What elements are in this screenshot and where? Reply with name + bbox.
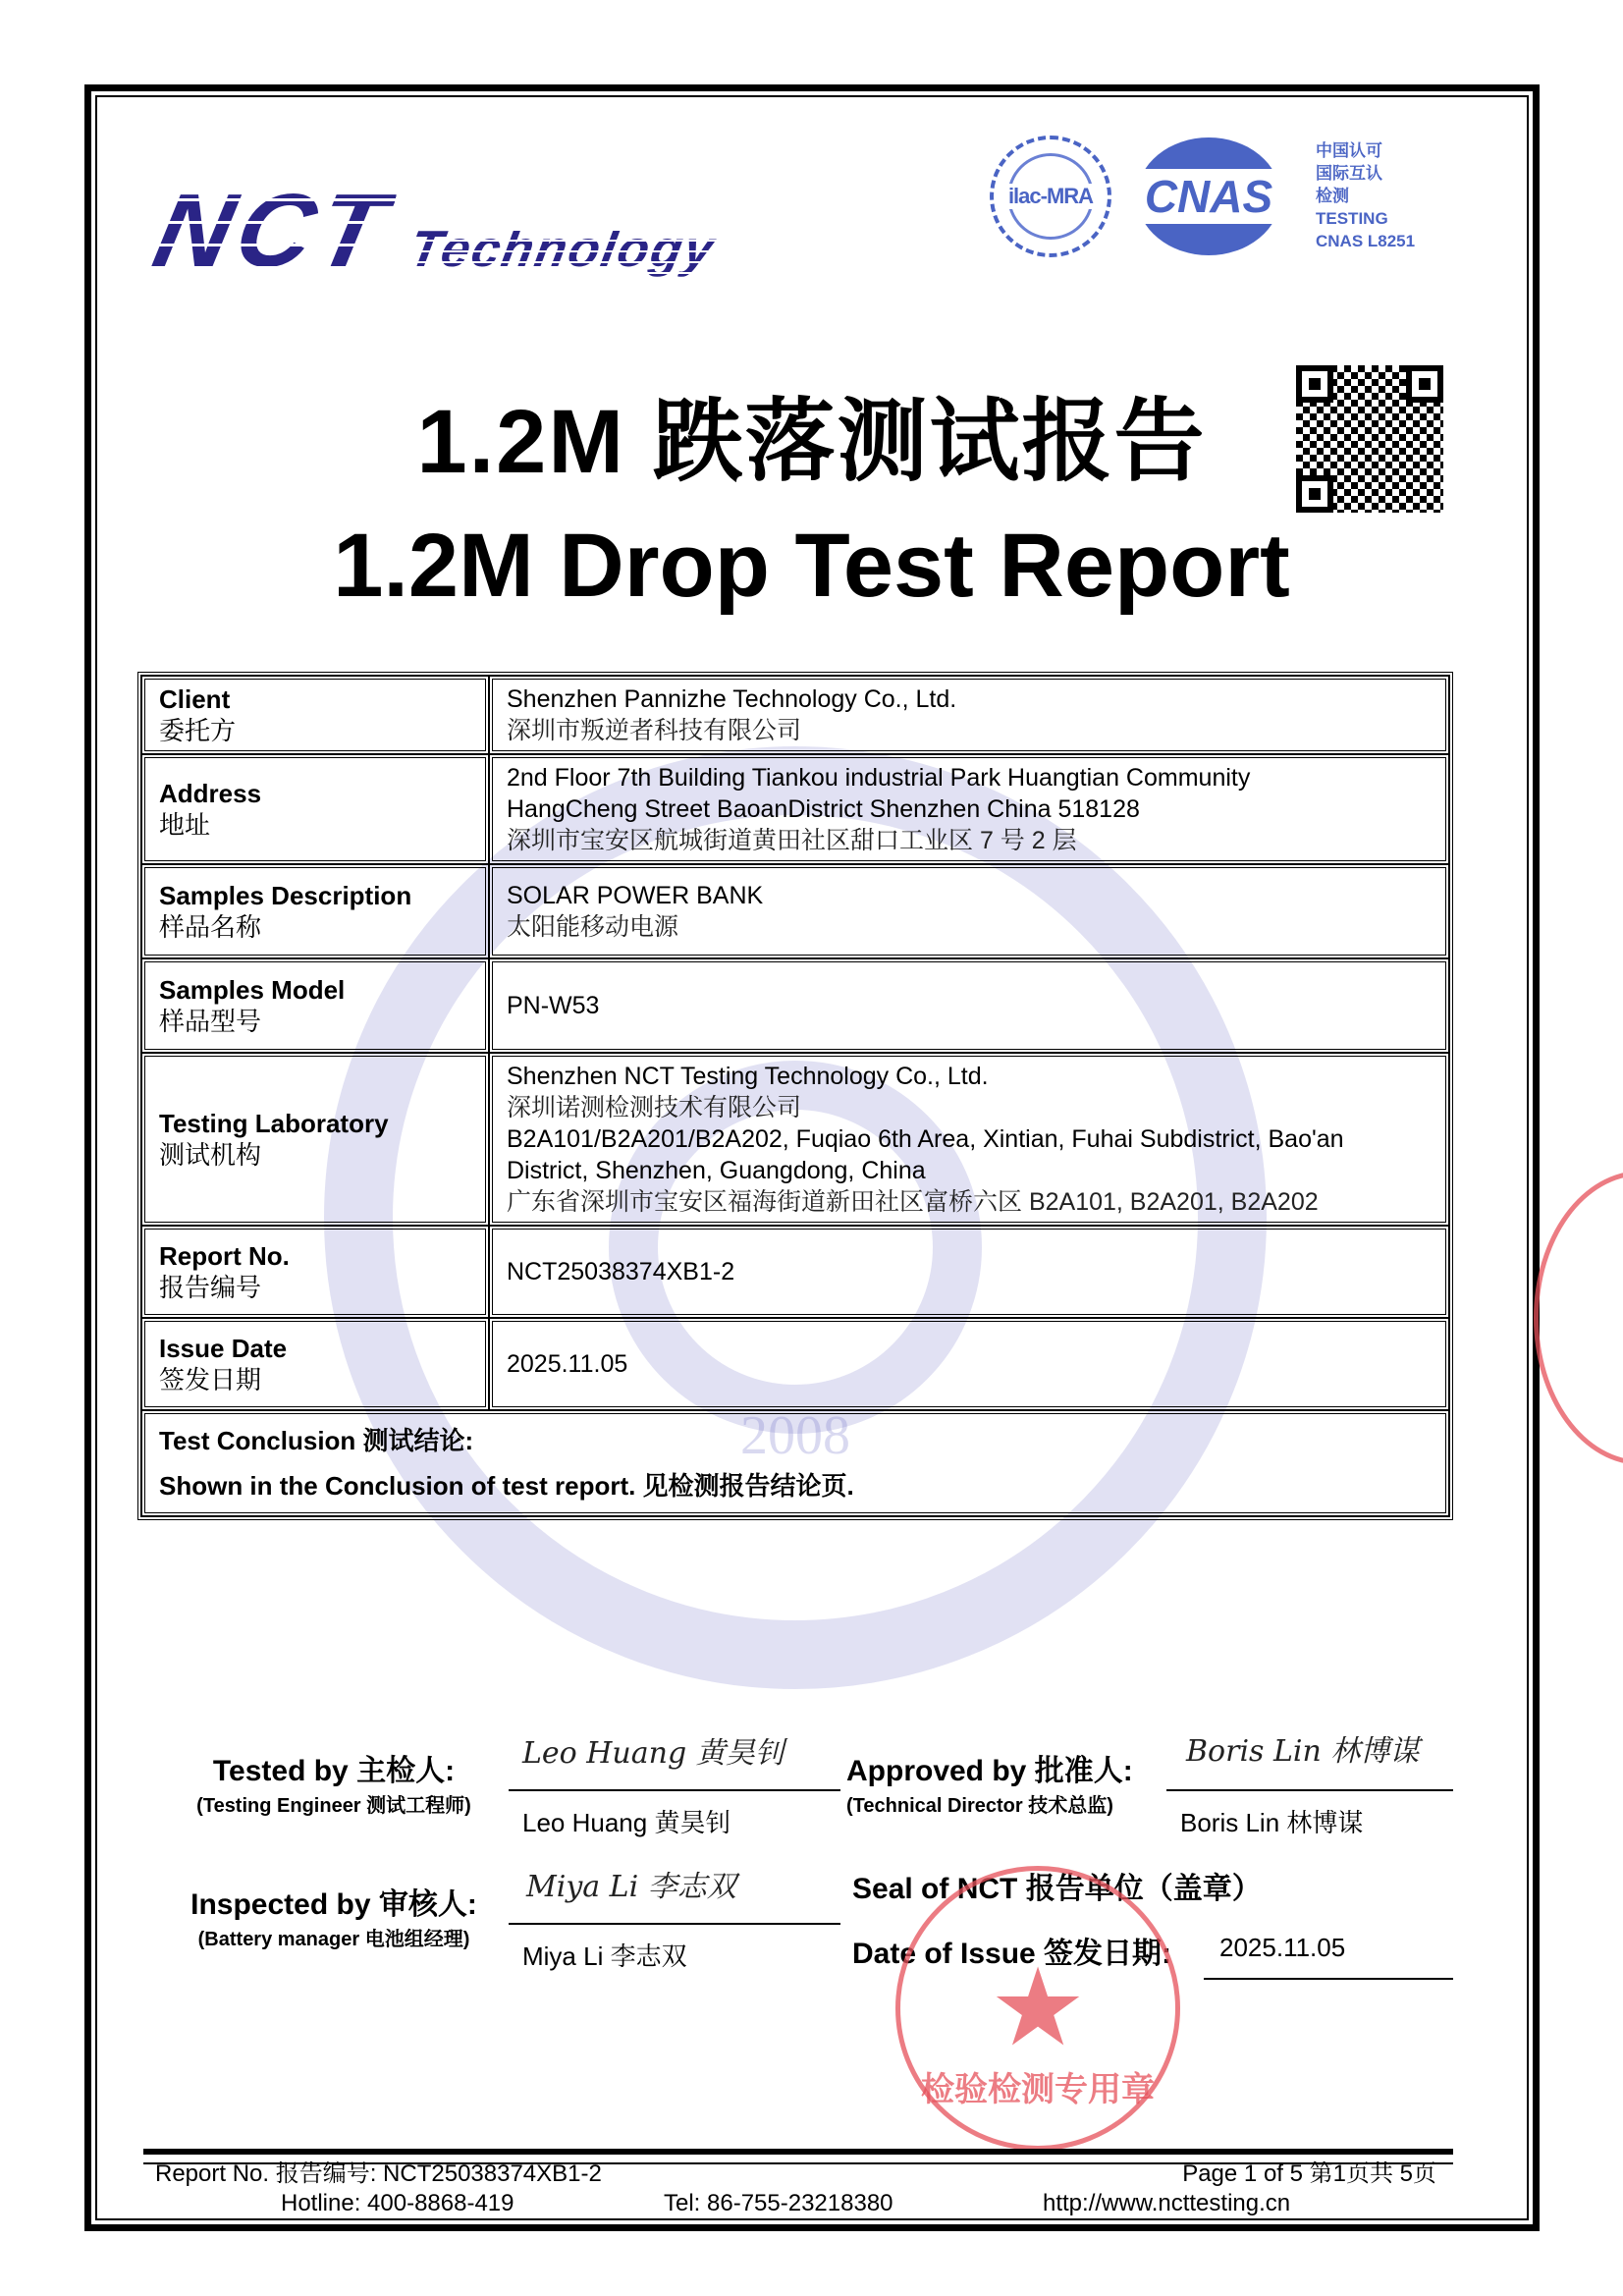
conclusion-cell — [141, 1410, 1449, 1516]
value-line: NCT25038374XB1-2 — [507, 1258, 735, 1285]
label-cn: 签发日期 — [159, 1365, 262, 1394]
tested-by-name: Leo Huang 黄昊钊 — [522, 1808, 731, 1837]
cnas-accreditation-text — [1316, 139, 1415, 252]
inspected-by-label-block — [172, 1880, 496, 1951]
inspected-by-label: Inspected by 审核人: — [190, 1888, 477, 1921]
row-label — [141, 1226, 489, 1318]
value-line: 2025.11.05 — [507, 1350, 628, 1378]
approved-by-name: Boris Lin 林博谋 — [1180, 1808, 1364, 1837]
value-line: B2A101/B2A201/B2A202, Fuqiao 6th Area, Xintian, Fuhai Subdistrict, Bao'an — [507, 1125, 1344, 1153]
company-seal-stamp — [895, 1866, 1180, 2151]
signature-line — [509, 1923, 840, 1925]
label-cn: 地址 — [159, 810, 211, 840]
row-label — [141, 754, 489, 864]
table-row-report-no — [141, 1226, 1449, 1318]
footer-hotline: Hotline: 400-8868-419 — [281, 2190, 514, 2216]
table-row-client — [141, 676, 1449, 754]
value-line: Shenzhen Pannizhe Technology Co., Ltd. — [507, 685, 957, 713]
date-of-issue-label: Date of Issue 签发日期: — [852, 1938, 1172, 1970]
table-row-samples-description — [141, 864, 1449, 958]
value-line: Shenzhen NCT Testing Technology Co., Ltd. — [507, 1063, 989, 1090]
approved-by-role: (Technical Director 技术总监) — [846, 1795, 1113, 1817]
tested-by-role: (Testing Engineer 测试工程师) — [196, 1795, 471, 1817]
row-value — [489, 864, 1449, 958]
report-info-table — [137, 672, 1453, 1520]
value-line: 太阳能移动电源 — [507, 913, 679, 941]
row-value — [489, 1318, 1449, 1410]
approved-by-signature: Boris Lin 林博谋 — [1186, 1734, 1420, 1769]
row-label — [141, 958, 489, 1053]
inspected-by-name: Miya Li 李志双 — [522, 1941, 687, 1971]
row-label — [141, 676, 489, 754]
label-cn: 委托方 — [159, 716, 237, 745]
row-value — [489, 676, 1449, 754]
seal-star-icon: ★ — [989, 1947, 1087, 2068]
label-en: Samples Model — [159, 975, 346, 1005]
approved-by-label: Approved by 批准人: — [846, 1755, 1133, 1787]
tested-by-signature: Leo Huang 黄昊钊 — [522, 1736, 784, 1771]
label-en: Issue Date — [159, 1334, 288, 1363]
cnas-logo-icon — [1137, 137, 1280, 255]
ilac-mra-logo-icon — [990, 136, 1111, 257]
cnas-text-line: 国际互认 — [1316, 164, 1382, 183]
signature-line — [1204, 1978, 1453, 1980]
row-value — [489, 754, 1449, 864]
footer-report-no: Report No. 报告编号: NCT25038374XB1-2 — [155, 2160, 602, 2187]
signature-line — [1166, 1789, 1453, 1791]
inspected-by-signature: Miya Li 李志双 — [526, 1870, 736, 1904]
cnas-text-line: TESTING — [1316, 209, 1388, 228]
footer-page-number: Page 1 of 5 第1页共 5页 — [1182, 2160, 1436, 2187]
table-row-address — [141, 754, 1449, 864]
value-line: 深圳市宝安区航城街道黄田社区甜口工业区 7 号 2 层 — [507, 827, 1077, 854]
footer-website-link[interactable]: http://www.ncttesting.cn — [1043, 2190, 1291, 2216]
conclusion-title: Test Conclusion 测试结论: — [159, 1426, 474, 1455]
cnas-label: CNAS — [1137, 169, 1280, 224]
watermark-year: 2008 — [740, 1405, 850, 1466]
row-label — [141, 864, 489, 958]
cnas-text-line: CNAS L8251 — [1316, 232, 1416, 250]
report-title-cn: 1.2M 跌落测试报告 — [416, 392, 1207, 492]
value-line: 深圳诺测检测技术有限公司 — [507, 1094, 802, 1121]
label-en: Report No. — [159, 1241, 290, 1271]
value-line: 深圳市叛逆者科技有限公司 — [507, 717, 802, 744]
value-line: 广东省深圳市宝安区福海街道新田社区富桥六区 B2A101, B2A201, B2A202 — [507, 1188, 1319, 1216]
table-row-testing-laboratory — [141, 1053, 1449, 1226]
label-en: Client — [159, 684, 231, 714]
row-value — [489, 958, 1449, 1053]
label-en: Samples Description — [159, 881, 412, 910]
label-en: Testing Laboratory — [159, 1109, 389, 1138]
conclusion-text: Shown in the Conclusion of test report. 见检测报告结论页. — [159, 1471, 854, 1501]
logo-sub: Technology — [405, 221, 720, 278]
value-line: PN-W53 — [507, 992, 600, 1019]
approved-by-label-block — [846, 1746, 1161, 1818]
ilac-label: ilac-MRA — [1007, 184, 1094, 208]
label-cn: 报告编号 — [159, 1273, 262, 1302]
cnas-text-line: 检测 — [1316, 187, 1349, 205]
table-row-samples-model — [141, 958, 1449, 1053]
seal-bottom-text: 检验检测专用章 — [921, 2071, 1155, 2108]
footer-tel: Tel: 86-755-23218380 — [664, 2190, 893, 2216]
row-value — [489, 1226, 1449, 1318]
date-of-issue-value: 2025.11.05 — [1219, 1933, 1346, 1962]
label-cn: 样品名称 — [159, 912, 262, 942]
tested-by-label-block — [172, 1746, 496, 1818]
report-title-en: 1.2M Drop Test Report — [333, 516, 1290, 616]
value-line: HangCheng Street BaoanDistrict Shenzhen China 518128 — [507, 795, 1140, 823]
row-label — [141, 1053, 489, 1226]
value-line: SOLAR POWER BANK — [507, 882, 764, 909]
table-row-issue-date — [141, 1318, 1449, 1410]
label-cn: 样品型号 — [159, 1007, 262, 1036]
label-cn: 测试机构 — [159, 1140, 262, 1170]
nct-logo — [144, 173, 720, 289]
logo-main: NCT — [144, 173, 402, 289]
edge-seal-stamp — [1534, 1171, 1623, 1465]
signature-line — [509, 1789, 840, 1791]
row-label — [141, 1318, 489, 1410]
value-line: 2nd Floor 7th Building Tiankou industrial Park Huangtian Community — [507, 764, 1251, 792]
table-row-conclusion — [141, 1410, 1449, 1516]
tested-by-label: Tested by 主检人: — [212, 1755, 456, 1787]
row-value — [489, 1053, 1449, 1226]
value-line: District, Shenzhen, Guangdong, China — [507, 1157, 926, 1184]
seal-label: Seal of NCT 报告单位（盖章） — [852, 1873, 1262, 1905]
label-en: Address — [159, 779, 262, 808]
cnas-text-line: 中国认可 — [1316, 141, 1382, 160]
inspected-by-role: (Battery manager 电池组经理) — [197, 1929, 470, 1950]
